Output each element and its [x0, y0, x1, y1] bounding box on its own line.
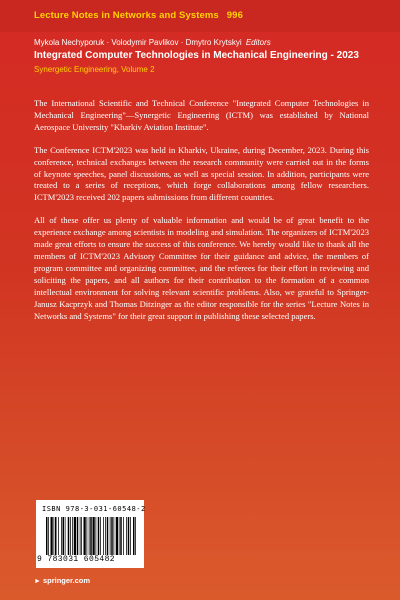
blurb — [34, 98, 369, 333]
editor-names: Mykola Nechyporuk · Volodymir Pavlikov · Dmytro Krytskyi — [34, 38, 242, 47]
barcode-bar — [81, 517, 82, 555]
barcode-bar — [55, 517, 57, 555]
barcode-digits: 9 783031 605482 — [37, 555, 116, 564]
barcode-bar — [98, 517, 100, 555]
editors-line — [34, 38, 271, 47]
barcode-bar — [54, 517, 55, 555]
barcode-bar — [70, 517, 71, 555]
barcode-bar — [126, 517, 127, 555]
series-volume: 996 — [226, 10, 243, 21]
barcode-graphic — [46, 517, 136, 555]
barcode-bar — [58, 517, 59, 555]
barcode-bar — [120, 517, 122, 555]
barcode-bar — [74, 517, 76, 555]
barcode-bar — [130, 517, 131, 555]
barcode-bar — [63, 517, 65, 555]
website-link[interactable] — [34, 576, 90, 585]
barcode-bar — [100, 517, 101, 555]
barcode-bar — [68, 517, 70, 555]
barcode-bar — [84, 517, 86, 555]
blurb-paragraph-3: All of these offer us plenty of valuable information and would be of great benefit to the experience exchange among scientists in modeling and simulation. The organizers of ICTM'2023 made great efforts to ensure the success of this conference. We hereby would like to thank all the members of ICTM'2023 Advisory Committee for their guidance and advice, the members of program committee and organizing committee, and the referees for their effort in reviewing and soliciting the papers, and all authors for their contribution to the formation of a common intellectual environment for solving relevant scientific problems. Also, we grateful to Springer-Janusz Kacprzyk and Thomas Ditzinger as the editor responsible for the series "Lecture Notes in Networks and Systems" for their great support in publishing these selected papers. — [34, 215, 369, 321]
barcode-bar — [72, 517, 73, 555]
barcode-bar — [103, 517, 104, 555]
barcode-bar — [107, 517, 109, 555]
barcode-bar — [65, 517, 66, 555]
barcode-bar — [119, 517, 120, 555]
barcode-bar — [90, 517, 92, 555]
barcode-bar — [123, 517, 124, 555]
barcode-bar — [87, 517, 88, 555]
barcode-bar — [46, 517, 48, 555]
barcode-bar — [135, 517, 136, 555]
barcode-bar — [110, 517, 111, 555]
editors-label: Editors — [245, 38, 271, 47]
barcode-bar — [77, 517, 79, 555]
blurb-paragraph-1: The International Scientific and Technical Conference "Integrated Computer Technologies in Mechanical Engineering"—Synergetic Engineering (ICTM) was established by National Aerospace University "Kharkiv Aviation Institute". — [34, 98, 369, 132]
barcode-box — [36, 500, 144, 568]
barcode-bar — [93, 517, 95, 555]
barcode-bar — [48, 517, 49, 555]
barcode-bar — [61, 517, 62, 555]
book-title: Integrated Computer Technologies in Mechanical Engineering - 2023 — [34, 50, 359, 61]
barcode-bar — [80, 517, 81, 555]
barcode-bar — [89, 517, 90, 555]
series-line — [34, 10, 243, 21]
book-subtitle: Synergetic Engineering, Volume 2 — [34, 65, 155, 74]
barcode-bar — [114, 517, 115, 555]
blurb-paragraph-2: The Conference ICTM'2023 was held in Kharkiv, Ukraine, during December, 2023. During this conference, technical exchanges between the research community were carried out in the forms of keynote speeches, panel discussions, as well as special session. In addition, participants were treated to a series of receptions, which forge collaborations among fellow researchers. ICTM'2023 received 202 papers submissions from different countries. — [34, 144, 369, 203]
barcode-bar — [51, 517, 53, 555]
barcode-bar — [133, 517, 135, 555]
barcode-bar — [128, 517, 130, 555]
isbn-label: ISBN 978-3-031-60548-2 — [42, 505, 146, 513]
barcode-bar — [96, 517, 97, 555]
series-name: Lecture Notes in Networks and Systems — [34, 10, 219, 21]
barcode-bar — [116, 517, 118, 555]
triangle-right-icon: ► — [34, 578, 41, 585]
barcode-bar — [111, 517, 113, 555]
barcode-bar — [105, 517, 106, 555]
website-url: springer.com — [42, 576, 91, 585]
